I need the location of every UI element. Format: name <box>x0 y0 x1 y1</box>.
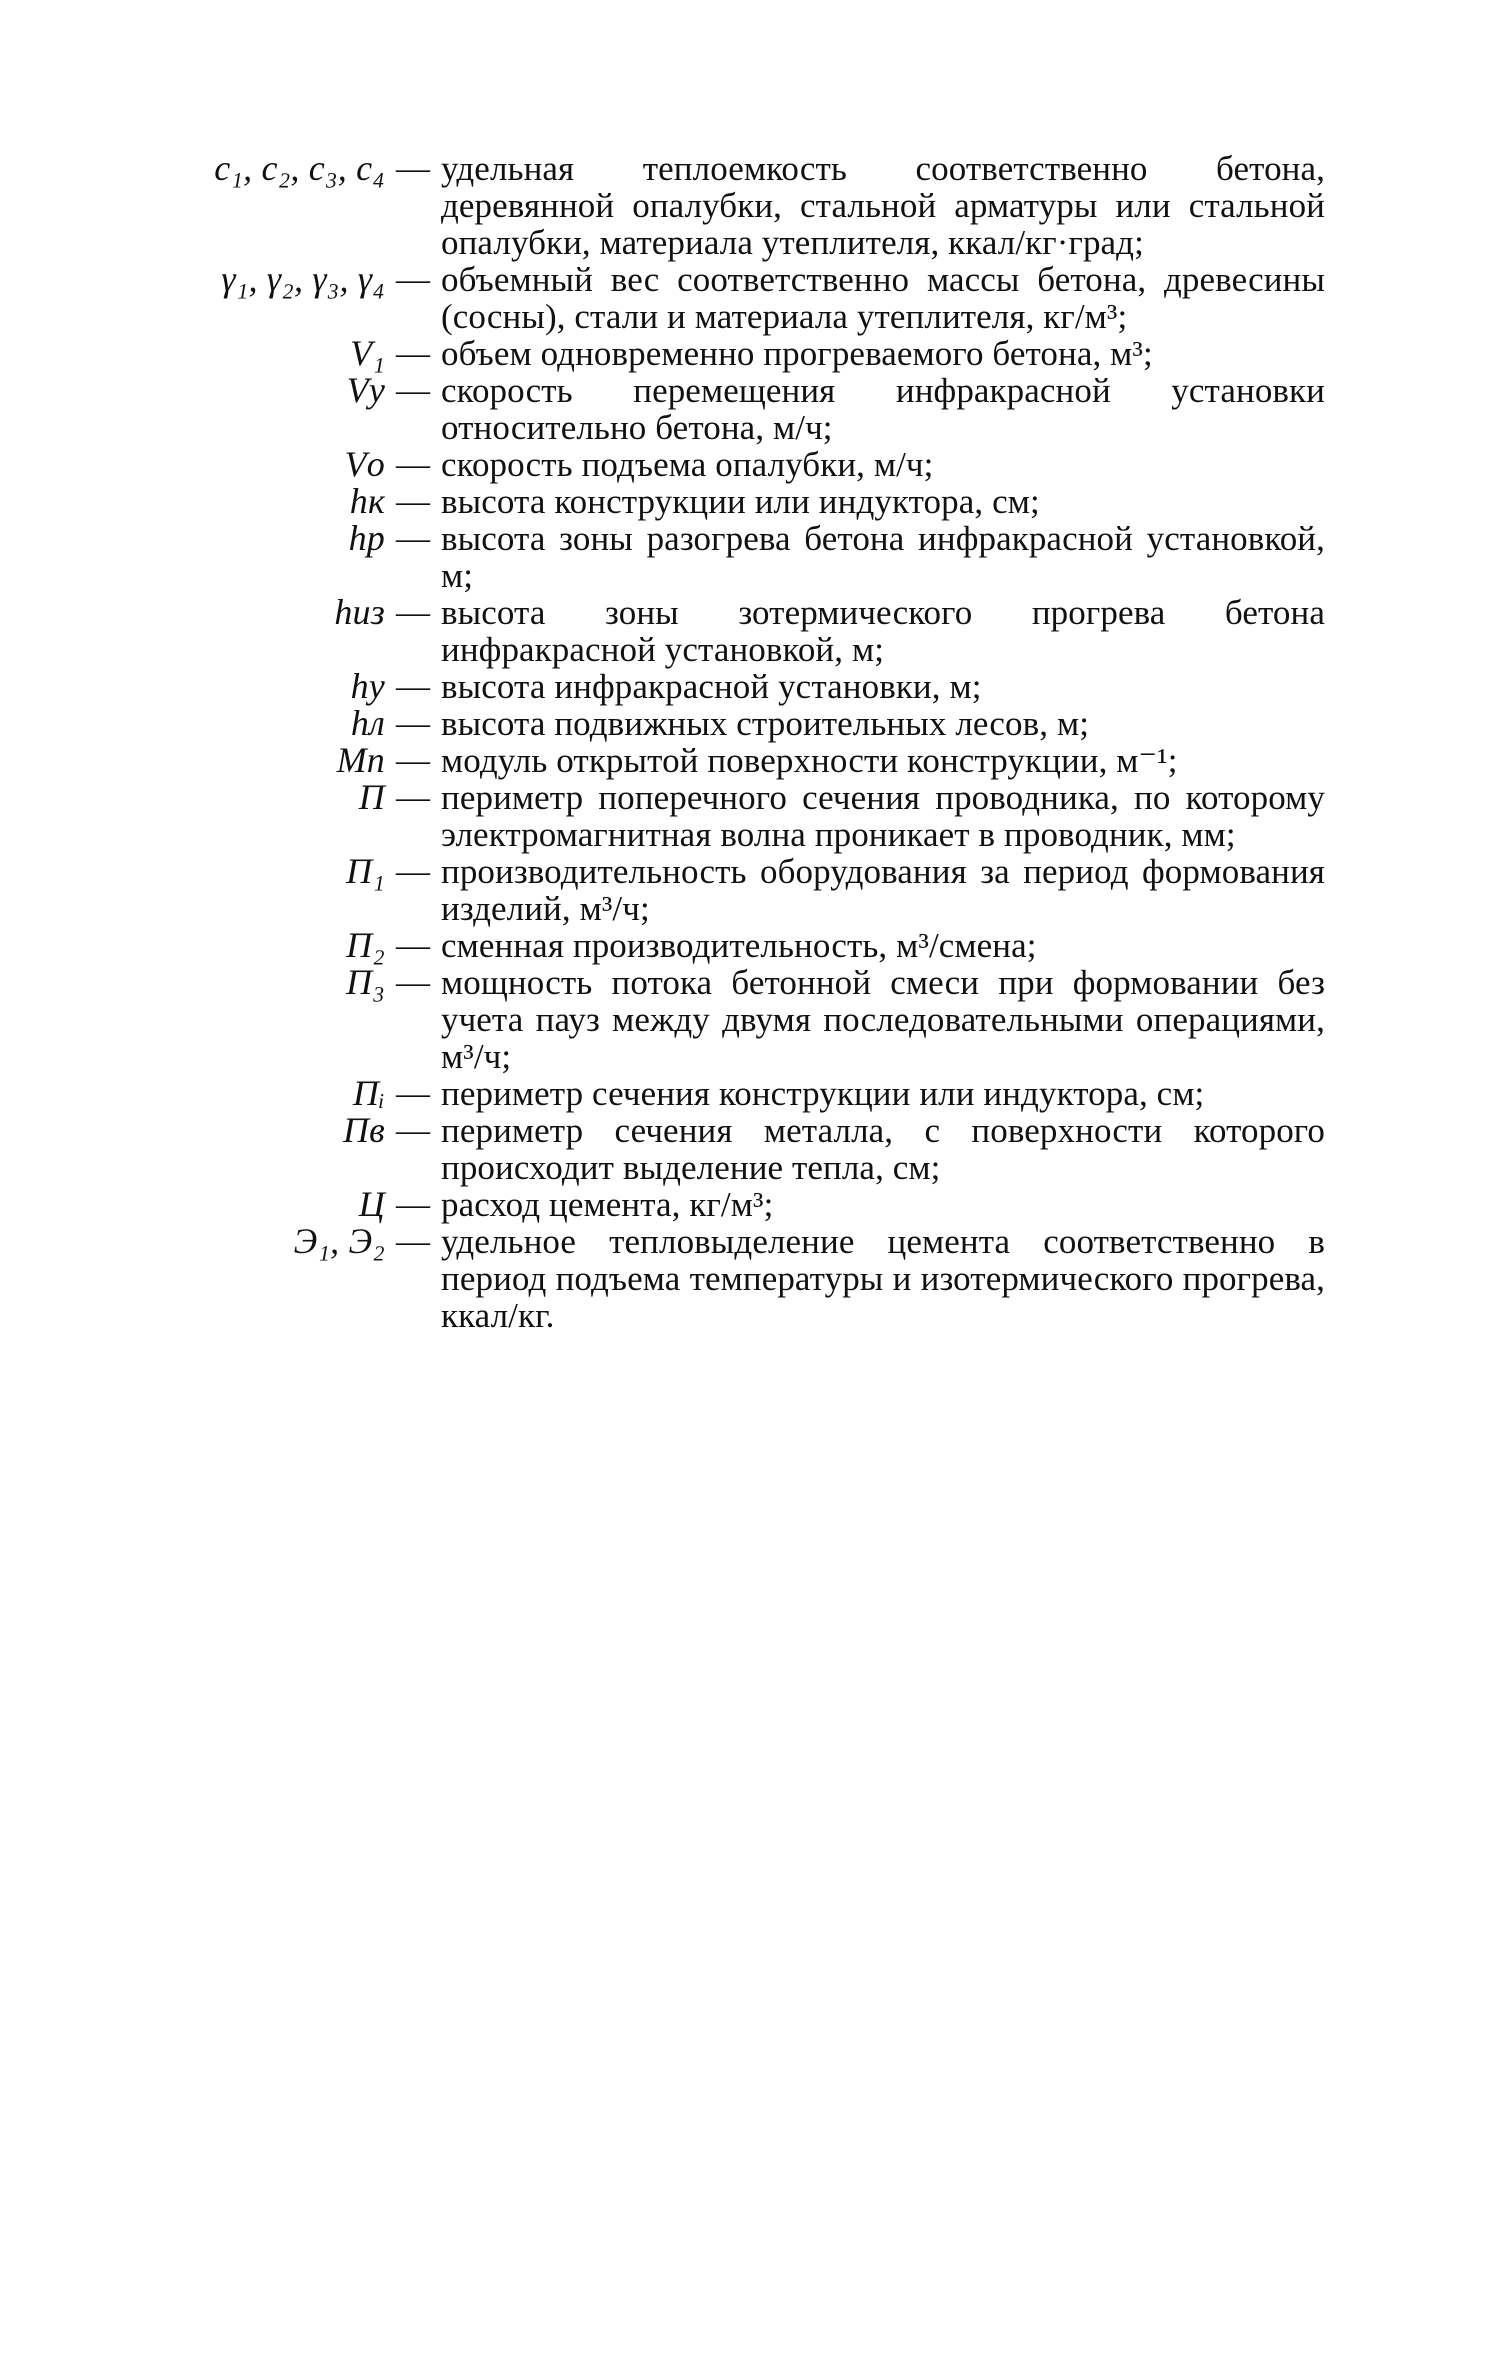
legend-symbol: hиз <box>334 592 385 632</box>
legend-dash: — <box>396 1186 430 1223</box>
legend-dash: — <box>396 150 430 187</box>
legend-dash: — <box>396 853 430 890</box>
legend-dash: — <box>396 335 430 372</box>
legend-dash: — <box>396 1223 430 1260</box>
legend-description: высота конструкции или индуктора, см; <box>441 482 1040 521</box>
legend-description: мощность потока бетонной смеси при формовании без учета пауз между двумя последовательными операциями, м³/ч; <box>441 963 1325 1076</box>
legend-description: высота зоны зотермического прогрева бетона инфракрасной установкой, м; <box>441 593 1325 669</box>
legend-symbol: П₁ <box>346 851 385 891</box>
legend-description: периметр поперечного сечения проводника, по которому электромагнитная волна проникает в проводник, мм; <box>441 778 1325 854</box>
legend-symbol: hр <box>348 518 385 558</box>
legend-description: периметр сечения конструкции или индуктора, см; <box>441 1074 1205 1113</box>
legend-symbol: Mп <box>336 740 385 780</box>
legend-description: удельная теплоемкость соответственно бетона, деревянной опалубки, стальной арматуры или стальной опалубки, материала утеплителя, ккал/кг·град; <box>441 149 1325 262</box>
legend-entry <box>150 1223 1325 1334</box>
symbol-legend <box>150 150 1325 1334</box>
legend-description: расход цемента, кг/м³; <box>441 1185 774 1224</box>
legend-entry <box>150 779 1325 853</box>
legend-symbol: Ц <box>358 1184 385 1224</box>
legend-dash: — <box>396 927 430 964</box>
legend-description: производительность оборудования за период формования изделий, м³/ч; <box>441 852 1325 928</box>
legend-symbol: hк <box>349 481 385 521</box>
legend-symbol: V₁ <box>350 333 385 373</box>
legend-symbol: П₃ <box>346 962 385 1002</box>
legend-dash: — <box>396 964 430 1001</box>
legend-dash: — <box>396 742 430 779</box>
legend-symbol: c₁, c₂, c₃, c₄ <box>214 148 385 188</box>
legend-description: сменная производительность, м³/смена; <box>441 926 1037 965</box>
legend-entry <box>150 964 1325 1075</box>
legend-dash: — <box>396 1112 430 1149</box>
legend-entry <box>150 705 1325 742</box>
legend-description: периметр сечения металла, с поверхности которого происходит выделение тепла, см; <box>441 1111 1325 1187</box>
legend-dash: — <box>396 779 430 816</box>
legend-entry <box>150 372 1325 446</box>
legend-dash: — <box>396 520 430 557</box>
legend-dash: — <box>396 372 430 409</box>
legend-dash: — <box>396 483 430 520</box>
legend-entry <box>150 927 1325 964</box>
legend-description: удельное тепловыделение цемента соответственно в период подъема температуры и изотермического прогрева, ккал/кг. <box>441 1222 1325 1335</box>
legend-entry <box>150 853 1325 927</box>
legend-dash: — <box>396 668 430 705</box>
legend-description: объем одновременно прогреваемого бетона, м³; <box>441 334 1153 373</box>
legend-symbol: П₂ <box>346 925 385 965</box>
legend-entry <box>150 520 1325 594</box>
legend-description: объемный вес соответственно массы бетона, древесины (сосны), стали и материала утеплителя, кг/м³; <box>441 260 1325 336</box>
legend-entry <box>150 742 1325 779</box>
legend-dash: — <box>396 261 430 298</box>
legend-entry <box>150 261 1325 335</box>
legend-dash: — <box>396 446 430 483</box>
legend-symbol: hл <box>350 703 385 743</box>
legend-entry <box>150 594 1325 668</box>
legend-entry <box>150 1075 1325 1112</box>
legend-description: скорость перемещения инфракрасной установки относительно бетона, м/ч; <box>441 371 1325 447</box>
legend-symbol: hу <box>350 666 385 706</box>
legend-entry <box>150 1186 1325 1223</box>
legend-symbol: П <box>358 777 385 817</box>
legend-entry <box>150 150 1325 261</box>
legend-description: скорость подъема опалубки, м/ч; <box>441 445 934 484</box>
legend-symbol: Пᵢ <box>352 1073 385 1113</box>
legend-symbol: γ₁, γ₂, γ₃, γ₄ <box>221 259 385 299</box>
legend-description: высота инфракрасной установки, м; <box>441 667 982 706</box>
legend-symbol: Vо <box>344 444 385 484</box>
legend-description: высота подвижных строительных лесов, м; <box>441 704 1090 743</box>
legend-entry <box>150 1112 1325 1186</box>
legend-dash: — <box>396 594 430 631</box>
legend-entry <box>150 483 1325 520</box>
legend-description: модуль открытой поверхности конструкции, м⁻¹; <box>441 741 1178 780</box>
legend-description: высота зоны разогрева бетона инфракрасной установкой, м; <box>441 519 1325 595</box>
legend-entry <box>150 668 1325 705</box>
legend-entry <box>150 446 1325 483</box>
legend-dash: — <box>396 1075 430 1112</box>
legend-dash: — <box>396 705 430 742</box>
legend-entry <box>150 335 1325 372</box>
legend-symbol: Пв <box>342 1110 385 1150</box>
legend-symbol: Э₁, Э₂ <box>293 1221 385 1261</box>
legend-symbol: Vу <box>346 370 385 410</box>
